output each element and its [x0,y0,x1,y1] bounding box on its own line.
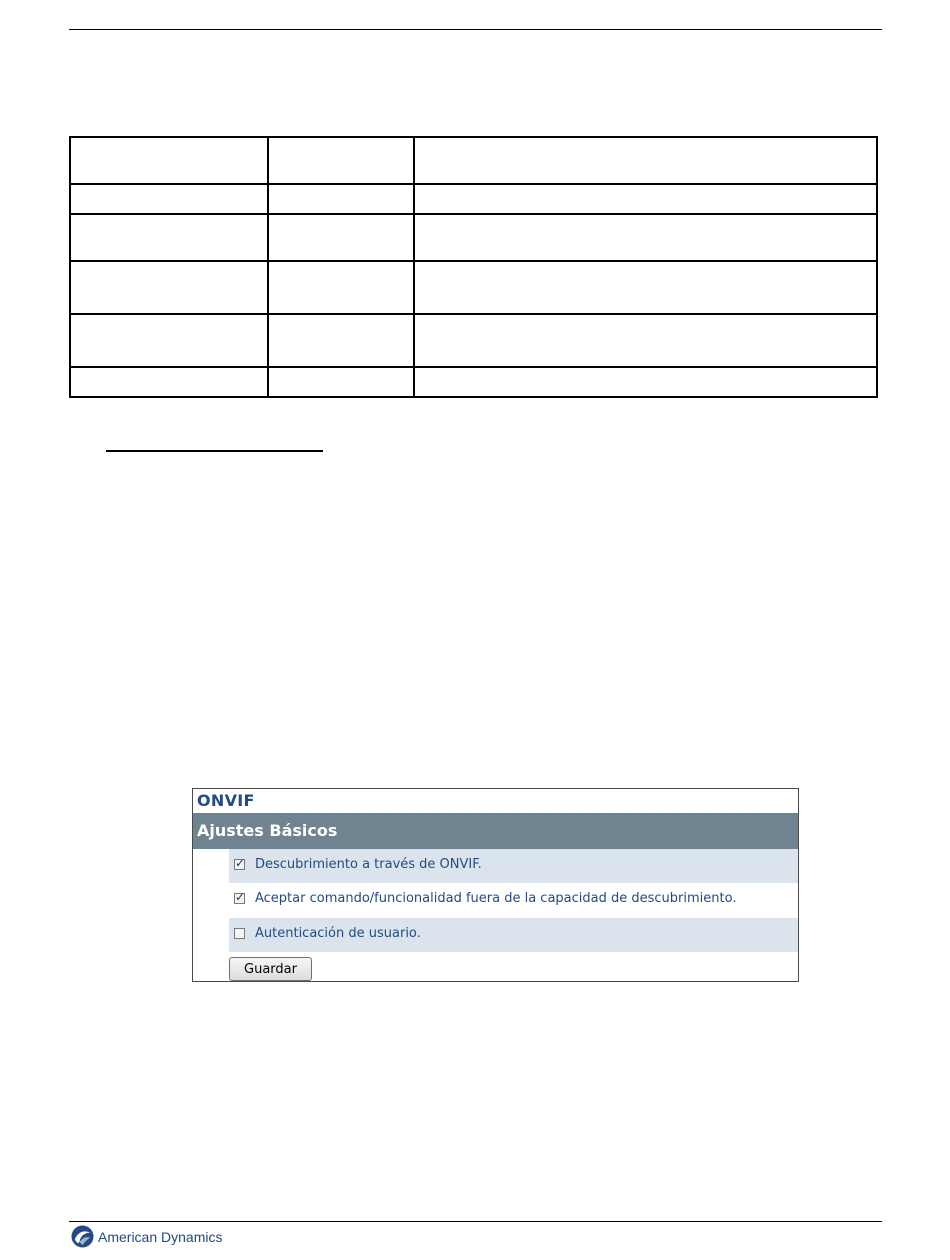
table-row [70,367,877,397]
table-cell [70,184,268,214]
table-cell [268,137,414,184]
table-row [70,261,877,314]
table-row [70,184,877,214]
onvif-discovery-label[interactable]: Descubrimiento a través de ONVIF. [255,857,482,872]
table-cell [70,137,268,184]
table-row [70,214,877,261]
table-cell [414,184,877,214]
table-cell [268,214,414,261]
onvif-settings-panel [192,788,799,982]
save-button[interactable]: Guardar [229,957,312,981]
checkmark-icon: ✓ [235,856,246,870]
user-authentication-label[interactable]: Autenticación de usuario. [255,926,421,941]
section-heading-underline [106,450,323,452]
footer-rule [69,1221,882,1222]
table-cell [70,367,268,397]
brand-name: American Dynamics [98,1229,223,1245]
option-row-onvif-discovery [229,849,798,883]
table-cell [70,261,268,314]
table-cell [268,184,414,214]
table-row [70,137,877,184]
checkmark-icon: ✓ [235,890,246,904]
section-title: Ajustes Básicos [197,821,338,840]
table-cell [70,314,268,367]
accept-commands-label[interactable]: Aceptar comando/funcionalidad fuera de la capacidad de descubrimiento. [255,891,737,906]
table-cell [70,214,268,261]
header-rule [69,29,882,30]
table-cell [268,367,414,397]
user-authentication-checkbox[interactable] [234,928,245,939]
table-cell [414,261,877,314]
table-cell [414,214,877,261]
document-table [69,136,878,398]
table-cell [414,367,877,397]
section-header-bar [193,813,798,849]
table-cell [268,314,414,367]
table-cell [414,137,877,184]
option-row-accept-commands [229,883,798,917]
accept-commands-checkbox[interactable] [234,890,246,904]
option-row-user-authentication [229,918,798,952]
table-row [70,314,877,367]
table-cell [268,261,414,314]
panel-title: ONVIF [197,791,255,810]
table-cell [414,314,877,367]
onvif-discovery-checkbox[interactable] [234,856,246,870]
american-dynamics-logo-icon [71,1225,94,1248]
